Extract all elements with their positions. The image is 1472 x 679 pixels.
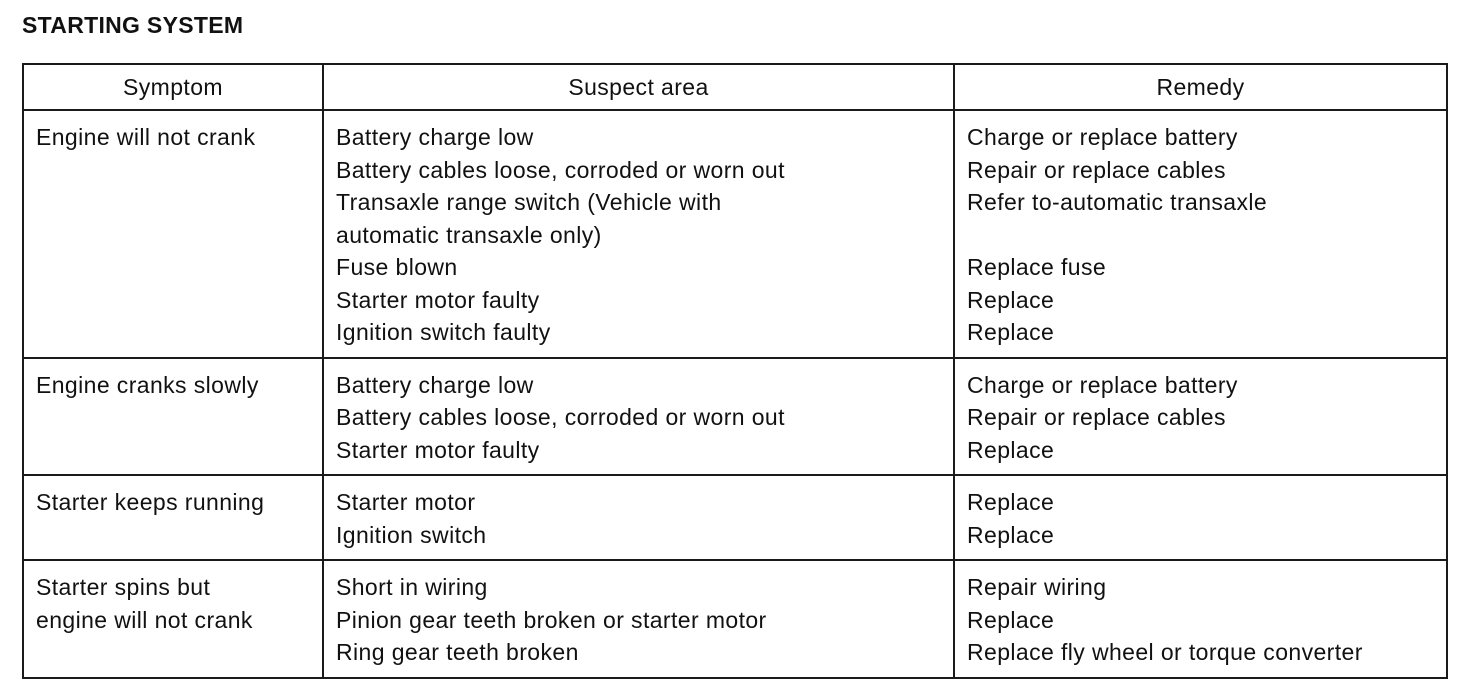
symptom-text: Starter keeps running — [36, 489, 265, 515]
remedy-item: Repair wiring — [967, 574, 1107, 600]
suspect-item: Battery charge low — [336, 124, 534, 150]
remedy-item: Refer to-automatic transaxle — [967, 189, 1268, 215]
symptom-cell — [23, 358, 323, 476]
header-suspect-area: Suspect area — [323, 64, 954, 110]
suspect-item: Short in wiring — [336, 574, 488, 600]
header-remedy: Remedy — [954, 64, 1447, 110]
suspect-item: Fuse blown — [336, 254, 458, 280]
remedy-spacer — [967, 219, 1434, 252]
suspect-cell — [323, 110, 954, 358]
suspect-item: Battery cables loose, corroded or worn out — [336, 156, 785, 183]
suspect-cell — [323, 475, 954, 560]
suspect-cell — [323, 560, 954, 678]
remedy-item: Replace — [967, 286, 1055, 313]
remedy-cell — [954, 560, 1447, 678]
table-row — [23, 358, 1447, 476]
remedy-item: Replace — [967, 521, 1055, 548]
remedy-cell — [954, 358, 1447, 476]
remedy-cell — [954, 475, 1447, 560]
suspect-item: Starter motor faulty — [336, 286, 540, 313]
symptom-cell — [23, 560, 323, 678]
symptom-text: engine will not crank — [36, 606, 253, 633]
table-row — [23, 475, 1447, 560]
table-row — [23, 110, 1447, 358]
suspect-item: Battery cables loose, corroded or worn out — [336, 404, 785, 430]
remedy-item: Replace fly wheel or torque converter — [967, 639, 1363, 665]
remedy-item: Repair or replace cables — [967, 156, 1226, 183]
suspect-item: automatic transaxle only) — [336, 221, 602, 248]
suspect-item: Starter motor faulty — [336, 436, 540, 463]
suspect-item: Battery charge low — [336, 371, 534, 398]
suspect-item: Starter motor — [336, 489, 476, 515]
suspect-item: Ignition switch faulty — [336, 319, 551, 345]
page-title: STARTING SYSTEM — [22, 12, 244, 38]
suspect-item: Pinion gear teeth broken or starter motor — [336, 606, 767, 633]
header-row — [23, 64, 1447, 110]
suspect-item: Transaxle range switch (Vehicle with — [336, 189, 722, 215]
symptom-text: Engine cranks slowly — [36, 371, 259, 398]
header-symptom: Symptom — [23, 64, 323, 110]
remedy-item: Charge or replace battery — [967, 124, 1238, 150]
symptom-cell — [23, 110, 323, 358]
remedy-item: Charge or replace battery — [967, 371, 1238, 398]
symptom-text: Engine will not crank — [36, 124, 256, 150]
table-row — [23, 560, 1447, 678]
remedy-item: Replace fuse — [967, 254, 1107, 280]
suspect-item: Ignition switch — [336, 521, 487, 548]
remedy-cell — [954, 110, 1447, 358]
suspect-cell — [323, 358, 954, 476]
remedy-item: Replace — [967, 319, 1055, 345]
remedy-item: Repair or replace cables — [967, 404, 1226, 430]
remedy-item: Replace — [967, 436, 1055, 463]
symptom-cell — [23, 475, 323, 560]
troubleshooting-table — [22, 63, 1448, 679]
suspect-item: Ring gear teeth broken — [336, 639, 579, 665]
remedy-item: Replace — [967, 489, 1055, 515]
remedy-item: Replace — [967, 606, 1055, 633]
symptom-text: Starter spins but — [36, 574, 211, 600]
